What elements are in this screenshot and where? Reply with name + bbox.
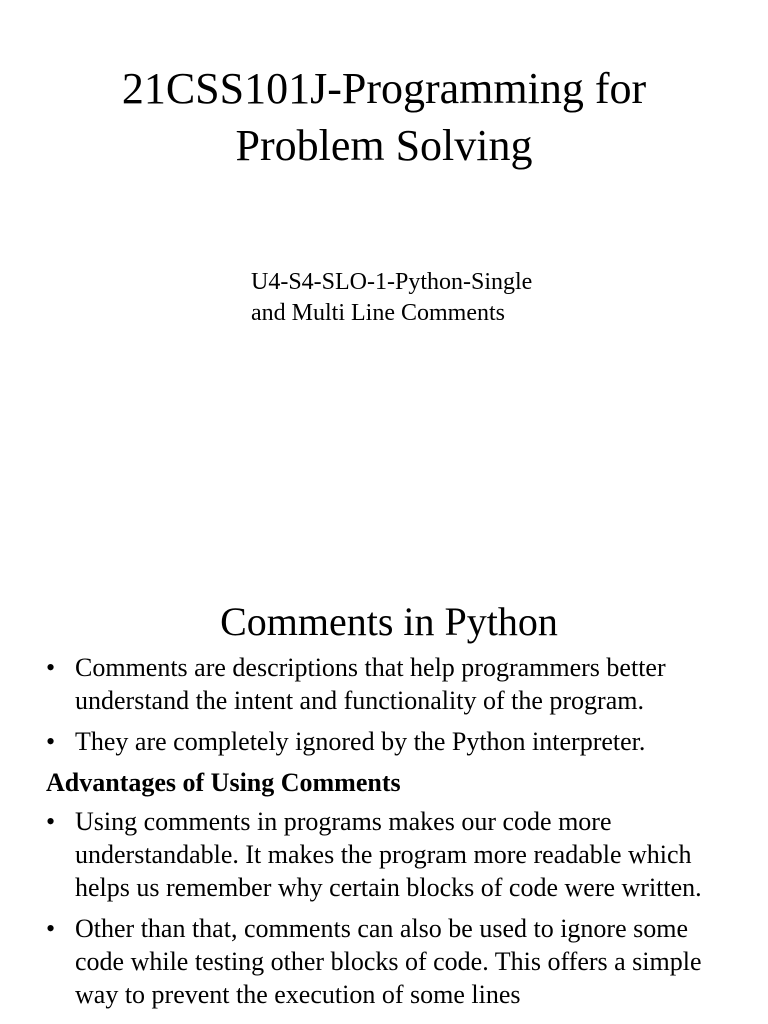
bullet-text: Other than that, comments can also be used to ignore some code while testing other blocks of code. This offers a simple way to prevent the execution of some lines bbox=[75, 914, 702, 1009]
intro-bullet-list bbox=[46, 651, 726, 758]
bullet-item bbox=[46, 805, 726, 904]
bullet-item bbox=[46, 651, 726, 717]
slide-2 bbox=[0, 512, 768, 1024]
title-line-2: Problem Solving bbox=[235, 121, 533, 170]
bullet-text: They are completely ignored by the Python interpreter. bbox=[75, 727, 646, 756]
bullet-text: Using comments in programs makes our code more understandable. It makes the program more readable which helps us remember why certain blocks of code were written. bbox=[75, 807, 702, 902]
bullet-item bbox=[46, 912, 726, 1011]
bullet-icon: • bbox=[46, 727, 56, 756]
slide-1-subtitle bbox=[251, 267, 611, 329]
subtitle-line-1: U4-S4-SLO-1-Python-Single bbox=[251, 269, 533, 295]
title-line-1: 21CSS101J-Programming for bbox=[121, 64, 647, 113]
slide-2-title: Comments in Python bbox=[220, 599, 558, 644]
bullet-text: Comments are descriptions that help programmers better understand the intent and functionality of the program. bbox=[75, 653, 666, 715]
subtitle-line-2: and Multi Line Comments bbox=[251, 300, 505, 326]
bullet-icon: • bbox=[46, 914, 56, 943]
bullet-icon: • bbox=[46, 653, 56, 682]
bullet-item bbox=[46, 725, 726, 758]
advantages-bullet-list bbox=[46, 805, 726, 1011]
advantages-subheading: Advantages of Using Comments bbox=[46, 768, 401, 797]
slide-1-title bbox=[0, 60, 768, 174]
bullet-icon: • bbox=[46, 807, 56, 836]
slide-2-body bbox=[46, 651, 726, 1019]
